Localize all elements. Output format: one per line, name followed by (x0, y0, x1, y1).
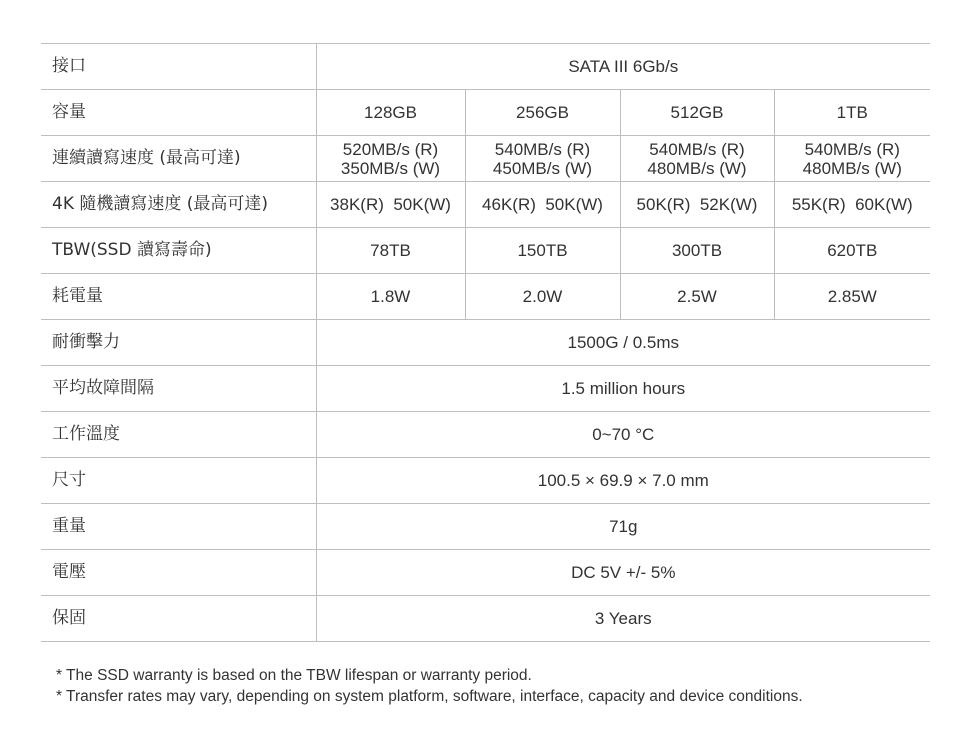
row-label-random-speed: 4K 隨機讀寫速度 (最高可達) (41, 182, 316, 228)
table-row-shock (41, 320, 930, 366)
voltage-value: DC 5V +/- 5% (316, 550, 930, 596)
seq-read-1tb: 540MB/s (R) (804, 139, 900, 159)
seq-speed-128gb (316, 136, 465, 182)
shock-value: 1500G / 0.5ms (316, 320, 930, 366)
row-label-warranty: 保固 (41, 596, 316, 642)
footnote-warranty: * The SSD warranty is based on the TBW lifespan or warranty period. (56, 667, 532, 684)
table-row-temperature (41, 412, 930, 458)
capacity-512gb: 512GB (620, 90, 774, 136)
table-row-sequential-speed (41, 136, 930, 182)
power-512gb: 2.5W (620, 274, 774, 320)
capacity-1tb: 1TB (774, 90, 930, 136)
spec-table (41, 43, 930, 642)
tbw-128gb: 78TB (316, 228, 465, 274)
row-label-weight: 重量 (41, 504, 316, 550)
random-speed-512gb: 50K(R) 52K(W) (620, 182, 774, 228)
seq-write-1tb: 480MB/s (W) (802, 158, 902, 178)
row-label-mtbf: 平均故障間隔 (41, 366, 316, 412)
table-row-random-speed (41, 182, 930, 228)
random-speed-128gb: 38K(R) 50K(W) (316, 182, 465, 228)
table-row-capacity (41, 90, 930, 136)
footnote-transfer-rates: * Transfer rates may vary, depending on system platform, software, interface, capacity and device conditions. (56, 688, 803, 705)
seq-write-512gb: 480MB/s (W) (647, 158, 747, 178)
table-row-interface (41, 44, 930, 90)
warranty-value: 3 Years (316, 596, 930, 642)
seq-write-128gb: 350MB/s (W) (340, 158, 441, 178)
table-row-power (41, 274, 930, 320)
table-row-voltage (41, 550, 930, 596)
tbw-1tb: 620TB (774, 228, 930, 274)
seq-speed-1tb (774, 136, 930, 182)
seq-read-512gb: 540MB/s (R) (649, 139, 745, 159)
dimensions-value: 100.5 × 69.9 × 7.0 mm (316, 458, 930, 504)
mtbf-value: 1.5 million hours (316, 366, 930, 412)
seq-read-256gb: 540MB/s (R) (494, 139, 591, 159)
power-1tb: 2.85W (774, 274, 930, 320)
row-label-voltage: 電壓 (41, 550, 316, 596)
table-row-warranty (41, 596, 930, 642)
row-label-shock: 耐衝擊力 (41, 320, 316, 366)
row-label-temperature: 工作溫度 (41, 412, 316, 458)
row-label-interface: 接口 (41, 44, 316, 90)
random-speed-1tb: 55K(R) 60K(W) (774, 182, 930, 228)
row-label-capacity: 容量 (41, 90, 316, 136)
table-row-tbw (41, 228, 930, 274)
power-256gb: 2.0W (465, 274, 620, 320)
row-label-power: 耗電量 (41, 274, 316, 320)
interface-value: SATA III 6Gb/s (316, 44, 930, 90)
random-speed-256gb: 46K(R) 50K(W) (465, 182, 620, 228)
seq-write-256gb: 450MB/s (W) (492, 158, 593, 178)
table-row-weight (41, 504, 930, 550)
temperature-value: 0~70 °C (316, 412, 930, 458)
tbw-512gb: 300TB (620, 228, 774, 274)
row-label-dimensions: 尺寸 (41, 458, 316, 504)
seq-read-128gb: 520MB/s (R) (342, 139, 439, 159)
tbw-256gb: 150TB (465, 228, 620, 274)
row-label-tbw: TBW(SSD 讀寫壽命) (41, 228, 316, 274)
table-row-mtbf (41, 366, 930, 412)
weight-value: 71g (316, 504, 930, 550)
row-label-sequential-speed: 連續讀寫速度 (最高可達) (41, 136, 316, 182)
capacity-128gb: 128GB (316, 90, 465, 136)
power-128gb: 1.8W (316, 274, 465, 320)
seq-speed-512gb (620, 136, 774, 182)
capacity-256gb: 256GB (465, 90, 620, 136)
footnotes (56, 665, 803, 707)
seq-speed-256gb (465, 136, 620, 182)
table-row-dimensions (41, 458, 930, 504)
